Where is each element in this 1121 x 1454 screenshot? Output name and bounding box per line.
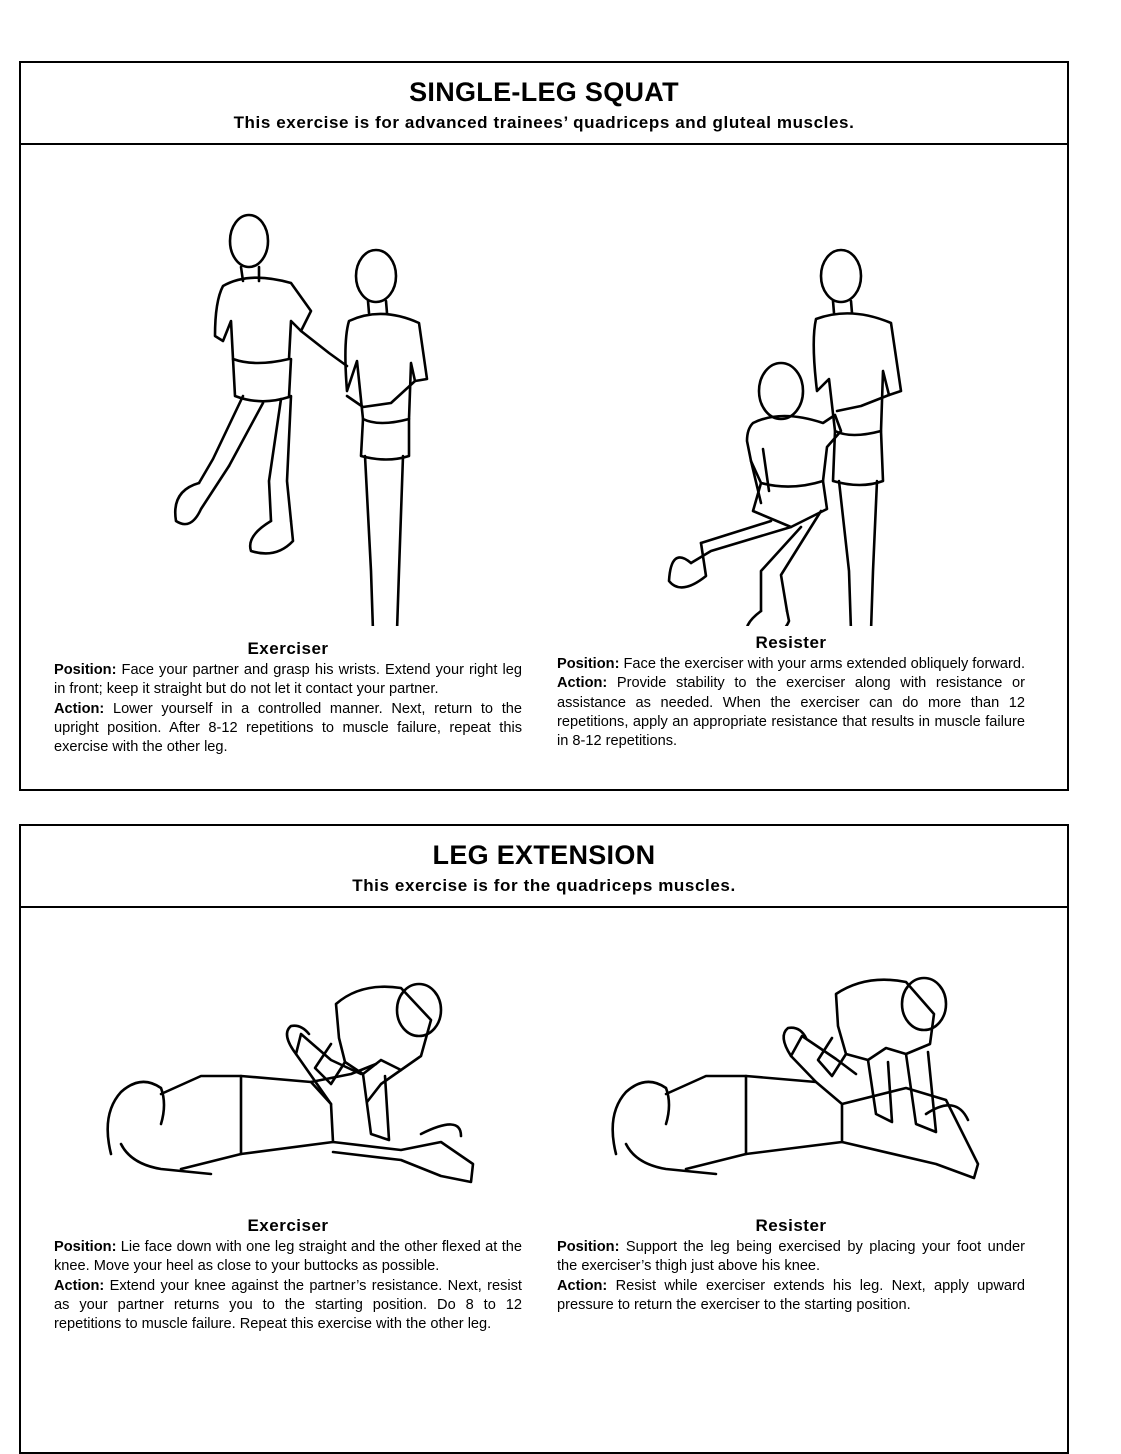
action-paragraph <box>54 700 522 758</box>
exerciser-heading: Exerciser <box>247 1216 329 1235</box>
position-paragraph <box>557 655 1025 674</box>
action-text: Lower yourself in a controlled manner. Next, return to the upright position. After 8-12 repetitions to muscle failure, repeat this exercise with the other leg. <box>54 700 523 756</box>
action-text: Extend your knee against the partner’s resistance. Next, resist as your partner returns you to the starting position. Do 8 to 12 repetitions to muscle failure. Repeat this exercise with the other leg. <box>54 1277 522 1333</box>
position-paragraph <box>54 1238 522 1277</box>
resister-heading: Resister <box>755 1216 827 1235</box>
leg-extension-flexed-illustration <box>101 964 491 1204</box>
exercise-subtitle: This exercise is for advanced trainees’ quadriceps and gluteal muscles. <box>233 113 855 132</box>
position-paragraph <box>54 661 522 700</box>
action-paragraph <box>557 674 1025 751</box>
position-label: Position: <box>557 1239 620 1255</box>
position-paragraph <box>557 1238 1025 1277</box>
single-leg-squat-panel <box>19 61 1069 791</box>
position-text: Face your partner and grasp his wrists. Extend your right leg in front; keep it straight but do not let it contact your partner. <box>54 662 522 698</box>
squat-lowered-illustration <box>651 191 941 626</box>
exerciser-heading: Exerciser <box>247 639 329 658</box>
leg-extension-panel <box>19 824 1069 1454</box>
action-text: Resist while exerciser extends his leg. Next, apply upward pressure to return the exerciser to the starting position. <box>557 1277 1025 1313</box>
action-paragraph <box>54 1277 522 1335</box>
position-text: Support the leg being exercised by placing your foot under the exerciser’s thigh just above his knee. <box>557 1239 1025 1275</box>
position-text: Lie face down with one leg straight and the other flexed at the knee. Move your heel as close to your buttocks as possible. <box>54 1239 522 1275</box>
action-text: Provide stability to the exerciser along with resistance or assistance as needed. When the exerciser can do more than 12 repetitions, apply an appropriate resistance that results in muscle failure in 8-12 repetitions. <box>557 675 1026 750</box>
squat-start-illustration <box>151 191 441 626</box>
action-label: Action: <box>557 1277 608 1294</box>
exerciser-instructions <box>54 639 522 757</box>
panel-header <box>21 63 1067 145</box>
action-label: Action: <box>54 1277 105 1294</box>
exercise-subtitle: This exercise is for the quadriceps muscles. <box>352 876 736 895</box>
action-paragraph <box>557 1277 1025 1316</box>
position-label: Position: <box>557 656 620 672</box>
exerciser-instructions <box>54 1216 522 1334</box>
resister-instructions <box>557 633 1025 751</box>
action-label: Action: <box>557 675 608 692</box>
panel-header <box>21 826 1067 908</box>
position-label: Position: <box>54 1239 117 1255</box>
resister-instructions <box>557 1216 1025 1315</box>
resister-heading: Resister <box>755 633 827 652</box>
action-label: Action: <box>54 700 105 717</box>
position-text: Face the exerciser with your arms extended obliquely forward. <box>623 656 1026 672</box>
exercise-title: LEG EXTENSION <box>432 840 656 870</box>
leg-extension-extended-illustration <box>606 964 996 1204</box>
position-label: Position: <box>54 662 117 678</box>
exercise-title: SINGLE-LEG SQUAT <box>409 77 679 107</box>
